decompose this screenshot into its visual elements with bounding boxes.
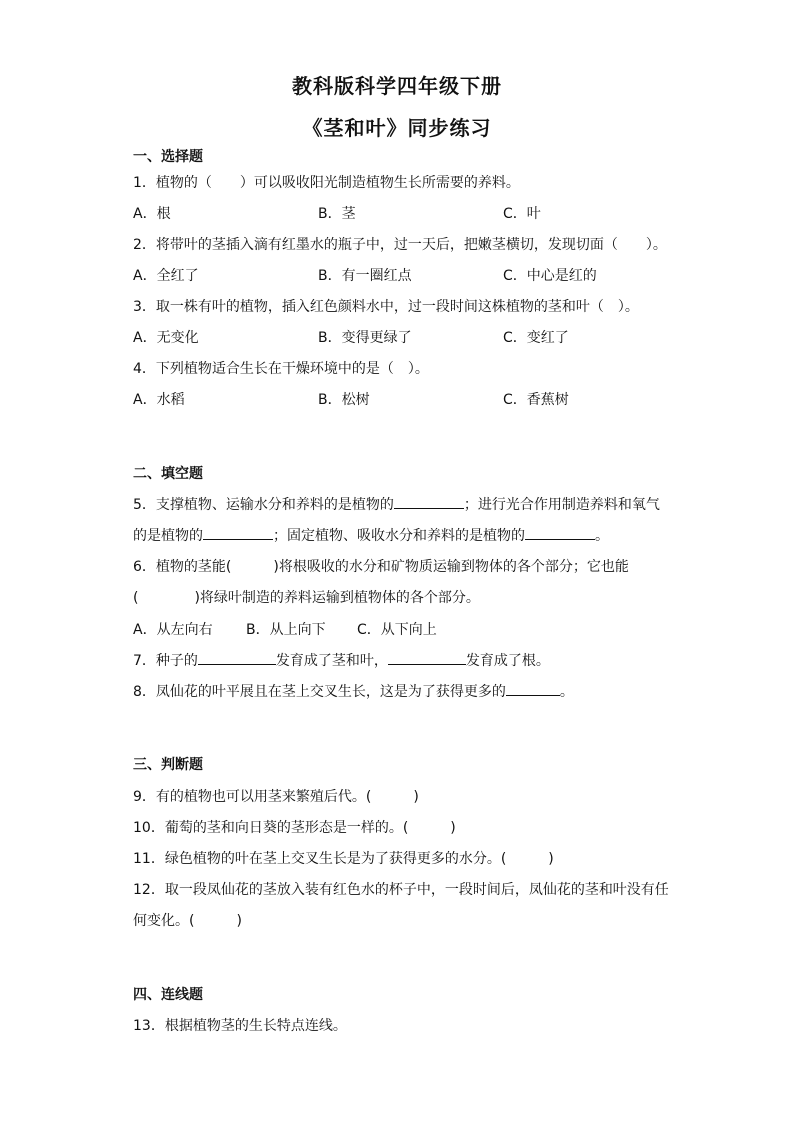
- q2-option-a: A．全红了: [133, 268, 199, 284]
- question-1: 1．植物的（ ）可以吸收阳光制造植物生长所需要的养料。: [133, 175, 520, 191]
- q4-option-b: B．松树: [318, 392, 370, 408]
- section-heading-fill: 二、填空题: [133, 466, 203, 482]
- section-heading-match: 四、连线题: [133, 987, 203, 1003]
- q5-text-c: 的是植物的: [133, 528, 203, 544]
- q5-blank-1[interactable]: [394, 494, 464, 509]
- q7-text-c: 发育成了根。: [465, 653, 550, 669]
- q2-option-b: B．有一圈红点: [318, 268, 412, 284]
- question-3: 3．取一株有叶的植物，插入红色颜料水中，过一段时间这株植物的茎和叶（ ）。: [133, 299, 639, 315]
- q4-option-a: A．水稻: [133, 392, 185, 408]
- question-11: 11．绿色植物的叶在茎上交叉生长是为了获得更多的水分。( ): [133, 851, 554, 867]
- question-5-line1: [133, 494, 660, 514]
- question-7: [133, 650, 550, 670]
- q6-option-a: A．从左向右: [133, 622, 213, 638]
- q4-option-c: C．香蕉树: [503, 392, 569, 408]
- q5-text-a: 5．支撑植物、运输水分和养料的是植物的: [133, 497, 394, 513]
- section-heading-judge: 三、判断题: [133, 757, 203, 773]
- q5-blank-2[interactable]: [203, 525, 273, 540]
- question-5-line2: [133, 525, 609, 545]
- q7-text-b: 发育成了茎和叶，: [275, 653, 388, 669]
- question-6-line2: ( )将绿叶制造的养料运输到植物体的各个部分。: [133, 590, 480, 606]
- q5-text-d: ；固定植物、吸收水分和养料的是植物的: [273, 528, 525, 544]
- q1-option-a: A．根: [133, 206, 171, 222]
- question-2: 2．将带叶的茎插入滴有红墨水的瓶子中，过一天后，把嫩茎横切，发现切面（ ）。: [133, 237, 667, 253]
- document-title: 教科版科学四年级下册: [292, 74, 502, 98]
- q7-blank-1[interactable]: [198, 650, 276, 665]
- q8-blank[interactable]: [506, 681, 560, 696]
- question-4: 4．下列植物适合生长在干燥环境中的是（ ）。: [133, 361, 429, 377]
- q5-blank-3[interactable]: [525, 525, 595, 540]
- q1-option-b: B．茎: [318, 206, 356, 222]
- question-10: 10．葡萄的茎和向日葵的茎形态是一样的。( ): [133, 820, 456, 836]
- q1-option-c: C．叶: [503, 206, 541, 222]
- q2-option-c: C．中心是红的: [503, 268, 597, 284]
- q8-text-b: 。: [559, 684, 574, 700]
- question-9: 9．有的植物也可以用茎来繁殖后代。( ): [133, 789, 419, 805]
- q3-option-c: C．变红了: [503, 330, 569, 346]
- question-13: 13．根据植物茎的生长特点连线。: [133, 1018, 347, 1034]
- section-heading-choice: 一、选择题: [133, 149, 203, 165]
- q7-blank-2[interactable]: [388, 650, 466, 665]
- q6-option-b: B．从上向下: [246, 622, 326, 638]
- q3-option-b: B．变得更绿了: [318, 330, 412, 346]
- document-subtitle: 《茎和叶》同步练习: [302, 116, 492, 140]
- question-6-line1: 6．植物的茎能( )将根吸收的水分和矿物质运输到物体的各个部分；它也能: [133, 559, 629, 575]
- question-12-line1: 12．取一段凤仙花的茎放入装有红色水的杯子中，一段时间后，凤仙花的茎和叶没有任: [133, 882, 669, 898]
- q8-text-a: 8．凤仙花的叶平展且在茎上交叉生长，这是为了获得更多的: [133, 684, 506, 700]
- question-12-line2: 何变化。( ): [133, 913, 242, 929]
- q3-option-a: A．无变化: [133, 330, 199, 346]
- q5-text-e: 。: [595, 528, 609, 544]
- q7-text-a: 7．种子的: [133, 653, 198, 669]
- question-8: [133, 681, 574, 701]
- q5-text-b: ；进行光合作用制造养料和氧气: [463, 497, 660, 513]
- q6-option-c: C．从下向上: [357, 622, 437, 638]
